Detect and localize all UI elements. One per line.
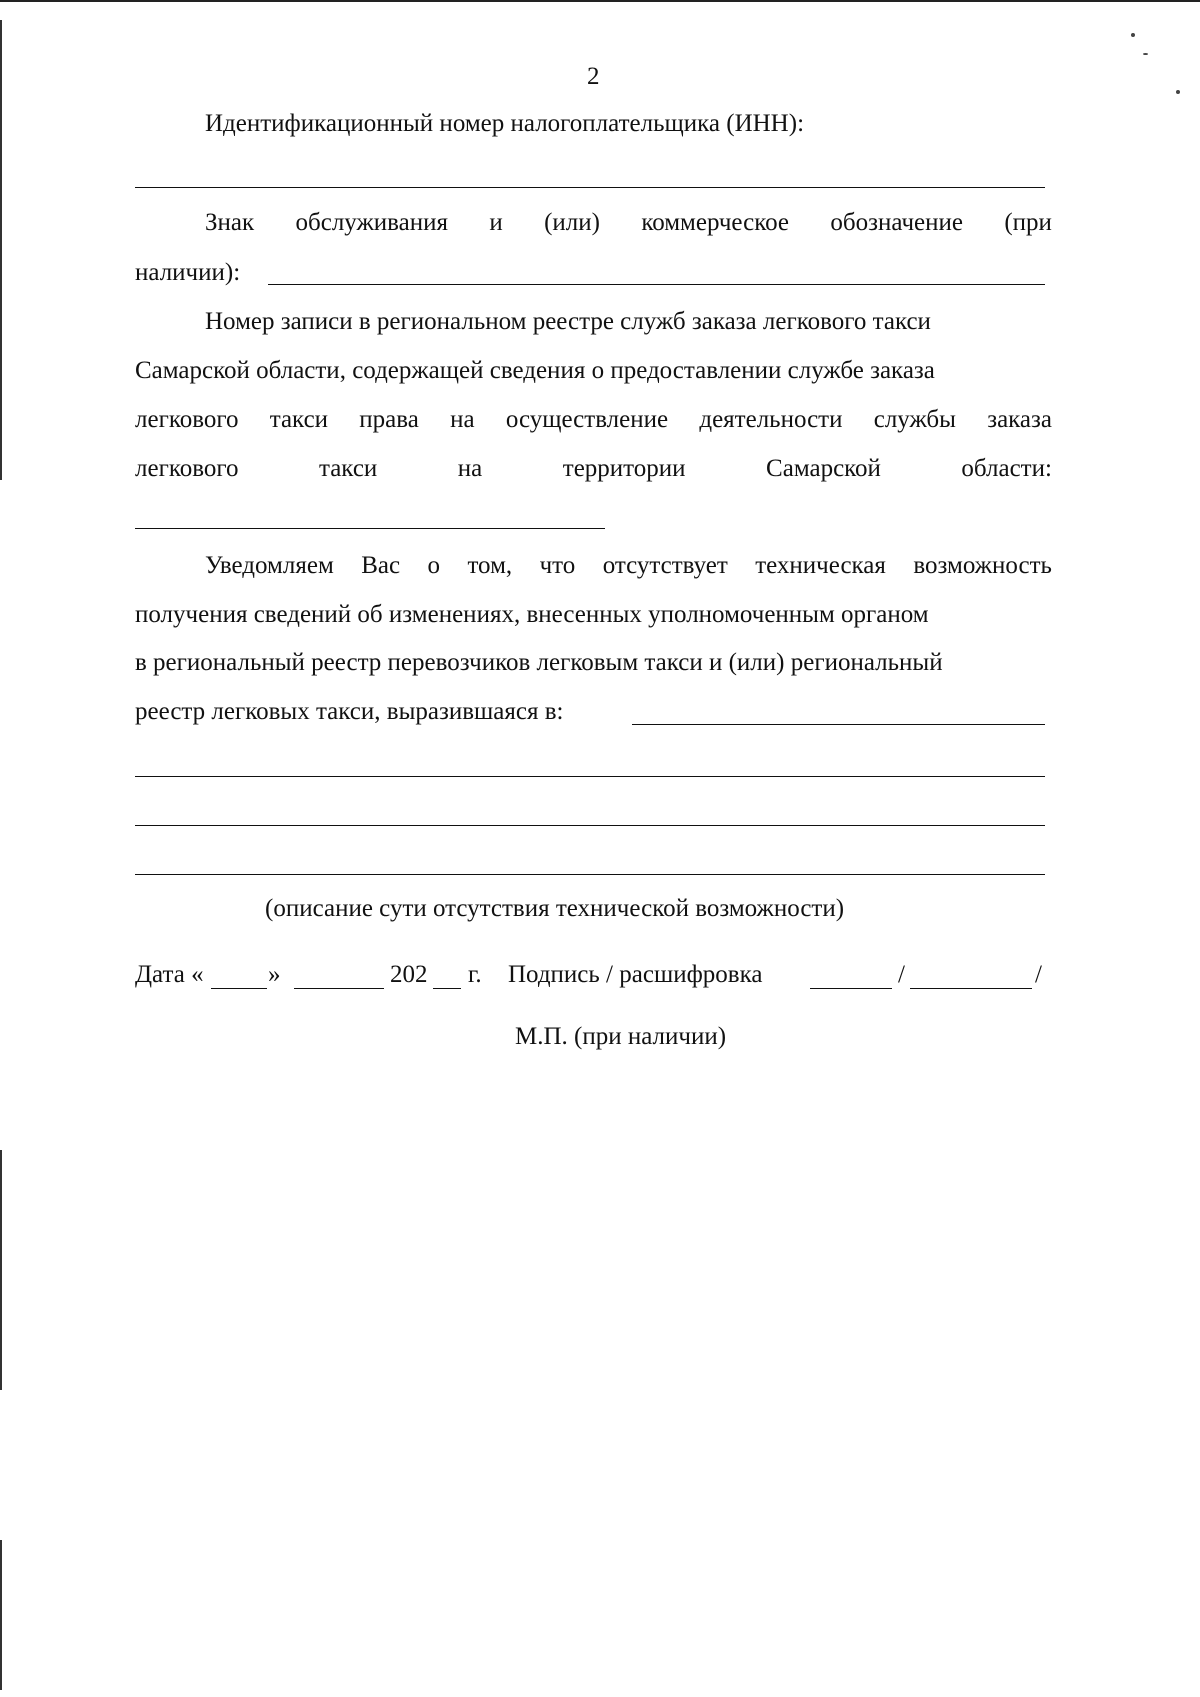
service-mark-word: (при (1004, 209, 1052, 236)
service-mark-word: обслуживания (295, 209, 448, 236)
service-mark-word: коммерческое (641, 209, 790, 236)
notice-field-line[interactable] (632, 724, 1045, 725)
registry-word: деятельности (699, 406, 843, 433)
inn-label: Идентификационный номер налогоплательщика (ИНН): (205, 110, 805, 137)
notice-line-4: реестр легковых такси, выразившаяся в: (135, 698, 564, 725)
page-number: 2 (587, 63, 600, 90)
notice-word: техническая (755, 552, 886, 579)
registry-word: службы (873, 406, 956, 433)
notice-line-2: получения сведений об изменениях, внесенных уполномоченным органом (135, 601, 929, 628)
service-mark-word: (или) (544, 209, 600, 236)
service-mark-field-line[interactable] (268, 284, 1045, 285)
service-mark-line (135, 208, 1052, 238)
signature-label: Подпись / расшифровка (508, 961, 763, 988)
date-quote-close: » (268, 961, 281, 988)
registry-word: Самарской (766, 455, 881, 482)
notice-word: Вас (361, 552, 401, 579)
description-field-line-1[interactable] (135, 776, 1045, 777)
service-mark-continuation: наличии): (135, 259, 241, 286)
registry-word: осуществление (505, 406, 669, 433)
description-field-line-3[interactable] (135, 874, 1045, 875)
registry-word: права (359, 406, 419, 433)
scan-left-edge-mark (0, 20, 2, 480)
service-mark-word: Знак (205, 209, 255, 236)
scan-left-edge-mark (0, 1150, 2, 1390)
service-mark-word: обозначение (830, 209, 963, 236)
scan-top-edge (0, 0, 1200, 2)
scan-speck (1143, 53, 1148, 55)
notice-word: том, (467, 552, 513, 579)
registry-record-field-line[interactable] (135, 528, 605, 529)
scan-speck (1131, 33, 1135, 37)
service-mark-word: и (489, 209, 503, 236)
notice-word: Уведомляем (205, 552, 334, 579)
registry-word: области: (961, 455, 1052, 482)
scan-left-edge-mark (0, 1540, 2, 1690)
date-year-suffix: г. (468, 961, 482, 988)
date-year-prefix: 202 (390, 961, 428, 988)
description-field-line-2[interactable] (135, 825, 1045, 826)
registry-word: на (457, 455, 483, 482)
signature-slash-1: / (898, 961, 905, 988)
signature-slash-2: / (1035, 961, 1042, 988)
date-month-field-line[interactable] (294, 988, 384, 989)
notice-line-1 (135, 551, 1052, 581)
registry-record-line-4 (135, 454, 1052, 484)
notice-word: отсутствует (602, 552, 728, 579)
registry-word: легкового (135, 455, 239, 482)
notice-word: о (427, 552, 441, 579)
notice-line-3: в региональный реестр перевозчиков легковым такси и (или) региональный (135, 649, 943, 676)
date-year-field-line[interactable] (433, 988, 461, 989)
notice-word: что (539, 552, 576, 579)
signature-decode-field-line[interactable] (910, 988, 1032, 989)
registry-record-line-2: Самарской области, содержащей сведения о предоставлении службе заказа (135, 357, 935, 384)
registry-word: территории (562, 455, 686, 482)
registry-word: такси (269, 406, 329, 433)
registry-word: на (450, 406, 475, 433)
scan-speck (1176, 90, 1180, 94)
registry-record-line-1: Номер записи в региональном реестре служб заказа легкового такси (205, 308, 931, 335)
date-label: Дата « (135, 961, 204, 988)
date-day-field-line[interactable] (211, 988, 267, 989)
registry-word: легкового (135, 406, 239, 433)
registry-word: такси (318, 455, 378, 482)
description-caption: (описание сути отсутствия технической возможности) (265, 895, 845, 922)
registry-record-line-3 (135, 405, 1052, 435)
notice-word: возможность (913, 552, 1052, 579)
registry-word: заказа (987, 406, 1052, 433)
signature-field-line[interactable] (810, 988, 892, 989)
seal-note: М.П. (при наличии) (515, 1023, 727, 1050)
inn-field-line[interactable] (135, 187, 1045, 188)
